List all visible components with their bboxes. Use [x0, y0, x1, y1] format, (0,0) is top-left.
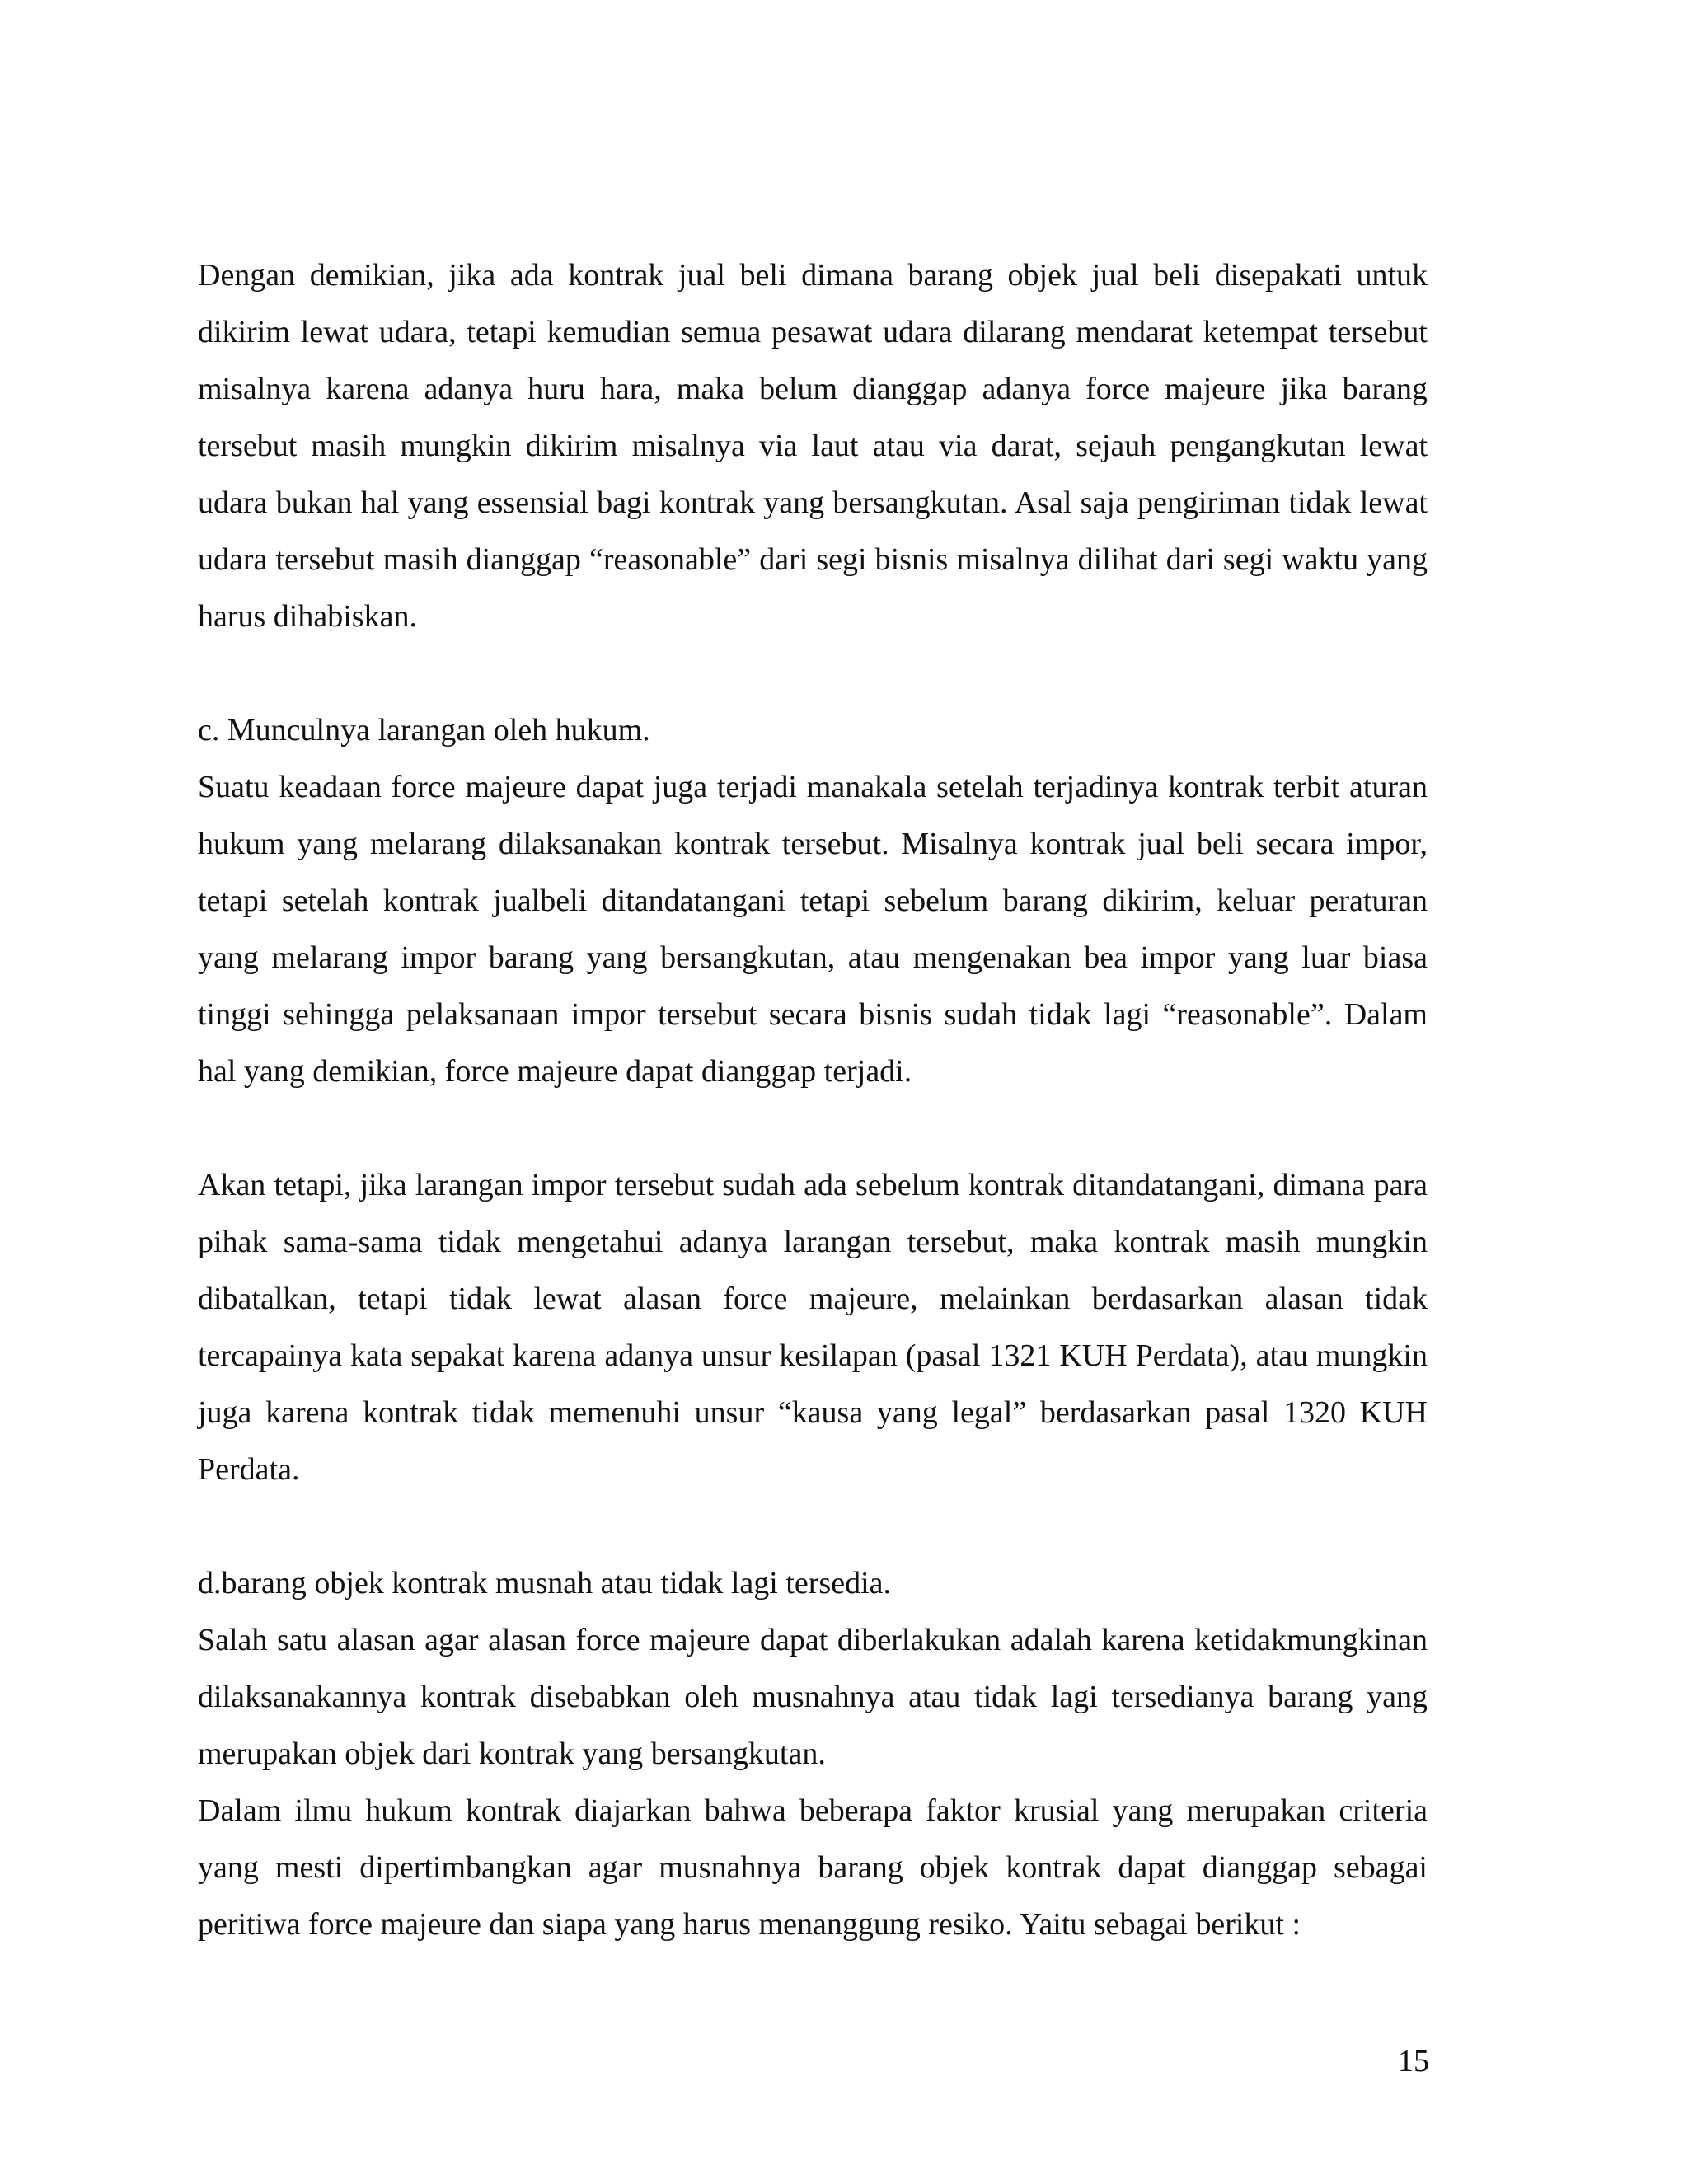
section-heading-d: d.barang objek kontrak musnah atau tidak lagi tersedia.: [198, 1566, 892, 1601]
paragraph-existing-prohibition: Akan tetapi, jika larangan impor tersebut sudah ada sebelum kontrak ditandatangani, dimana para pihak sama-sama tidak mengetahui adanya larangan tersebut, maka kontrak masih mungkin dibatalkan, tetapi tidak lewat alasan force majeure, melainkan berdasarkan alasan tidak tercapainya kata sepakat karena adanya unsur kesilapan (pasal 1321 KUH Perdata), atau mungkin juga karena kontrak tidak memenuhi unsur “kausa yang legal” berdasarkan pasal 1320 KUH Perdata.: [198, 1168, 1428, 1487]
document-body: [198, 247, 1428, 1953]
page-number: 15: [1398, 2044, 1429, 2079]
paragraph-spacer: [198, 1498, 1428, 1555]
section-heading-c: c. Munculnya larangan oleh hukum.: [198, 713, 650, 748]
paragraph-air-shipment: Dengan demikian, jika ada kontrak jual beli dimana barang objek jual beli disepakati untuk dikirim lewat udara, tetapi kemudian semua pesawat udara dilarang mendarat ketempat tersebut misalnya karena adanya huru hara, maka belum dianggap adanya force majeure jika barang tersebut masih mungkin dikirim misalnya via laut atau via darat, sejauh pengangkutan lewat udara bukan hal yang essensial bagi kontrak yang bersangkutan. Asal saja pengiriman tidak lewat udara tersebut masih dianggap “reasonable” dari segi bisnis misalnya dilihat dari segi waktu yang harus dihabiskan.: [198, 258, 1428, 634]
paragraph-object-destroyed: Salah satu alasan agar alasan force majeure dapat diberlakukan adalah karena ketidakmungkinan dilaksanakannya kontrak disebabkan oleh musnahnya atau tidak lagi tersedianya barang yang merupakan objek dari kontrak yang bersangkutan.: [198, 1623, 1428, 1771]
paragraph-legal-prohibition: Suatu keadaan force majeure dapat juga terjadi manakala setelah terjadinya kontrak terbit aturan hukum yang melarang dilaksanakan kontrak tersebut. Misalnya kontrak jual beli secara impor, tetapi setelah kontrak jualbeli ditandatangani tetapi sebelum barang dikirim, keluar peraturan yang melarang impor barang yang bersangkutan, atau mengenakan bea impor yang luar biasa tinggi sehingga pelaksanaan impor tersebut secara bisnis sudah tidak lagi “reasonable”. Dalam hal yang demikian, force majeure dapat dianggap terjadi.: [198, 770, 1428, 1089]
paragraph-crucial-factors: Dalam ilmu hukum kontrak diajarkan bahwa beberapa faktor krusial yang merupakan criteria yang mesti dipertimbangkan agar musnahnya barang objek kontrak dapat dianggap sebagai peritiwa force majeure dan siapa yang harus menanggung resiko. Yaitu sebagai berikut :: [198, 1793, 1428, 1942]
paragraph-spacer: [198, 1100, 1428, 1157]
paragraph-spacer: [198, 645, 1428, 702]
